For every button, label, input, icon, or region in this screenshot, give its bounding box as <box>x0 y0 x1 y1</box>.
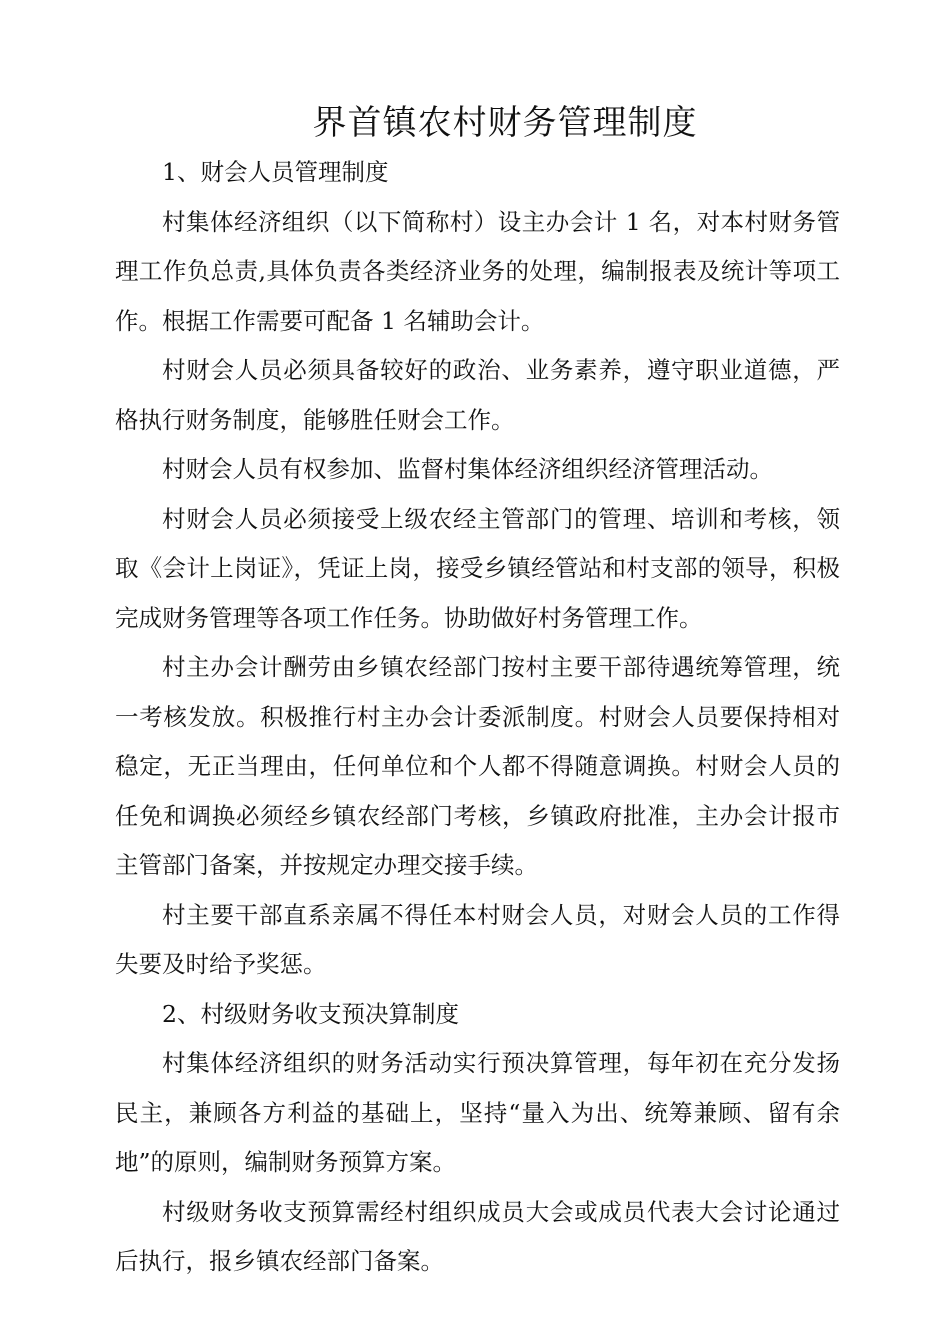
paragraph: 村财会人员必须具备较好的政治、业务素养，遵守职业道德，严格执行财务制度，能够胜任财会工作。 <box>115 356 840 434</box>
paragraph: 村集体经济组织的财务活动实行预决算管理，每年初在充分发扬民主，兼顾各方利益的基础上，坚持“量入为出、统筹兼顾、留有余地”的原则，编制财务预算方案。 <box>115 1049 840 1176</box>
paragraph: 村财会人员必须接受上级农经主管部门的管理、培训和考核，领取《会计上岗证》，凭证上岗，接受乡镇经管站和村支部的领导，积极完成财务管理等各项工作任务。协助做好村务管理工作。 <box>115 504 840 632</box>
paragraph: 村主要干部直系亲属不得任本村财会人员，对财会人员的工作得失要及时给予奖惩。 <box>115 900 840 978</box>
section-heading: 1、财会人员管理制度 <box>162 158 389 186</box>
paragraph: 村财会人员有权参加、监督村集体经济组织经济管理活动。 <box>162 455 773 483</box>
paragraph: 村集体经济组织（以下简称村）设主办会计 1 名，对本村财务管理工作负总责,具体负责各类经济业务的处理，编制报表及统计等项工作。根据工作需要可配备 1 名辅助会计。 <box>115 207 840 335</box>
section-heading: 2、村级财务收支预决算制度 <box>162 999 459 1028</box>
paragraph: 村级财务收支预算需经村组织成员大会或成员代表大会讨论通过后执行，报乡镇农经部门备案。 <box>115 1197 840 1275</box>
paragraph: 村主办会计酬劳由乡镇农经部门按村主要干部待遇统筹管理，统一考核发放。积极推行村主办会计委派制度。村财会人员要保持相对稳定，无正当理由，任何单位和个人都不得随意调换。村财会人员的任免和调换必须经乡镇农经部门考核，乡镇政府批准，主办会计报市主管部门备案，并按规定办理交接手续。 <box>115 653 840 879</box>
document-title: 界首镇农村财务管理制度 <box>312 103 698 143</box>
document-body <box>115 148 840 1287</box>
